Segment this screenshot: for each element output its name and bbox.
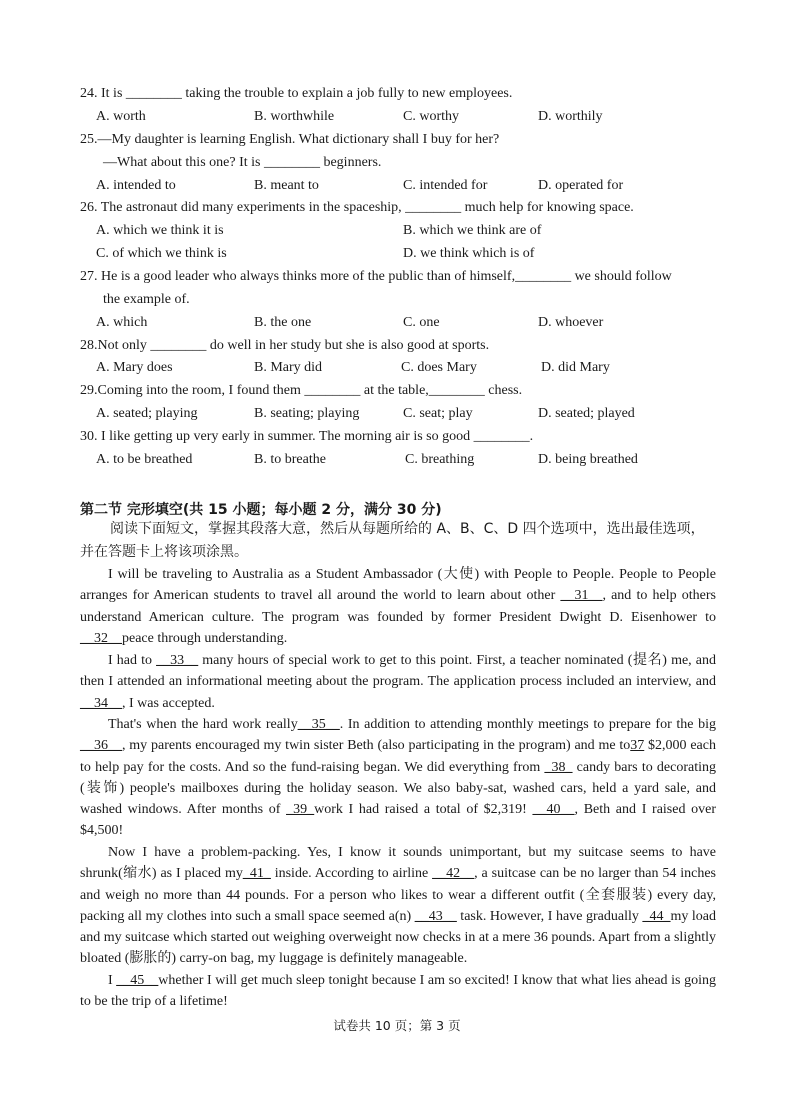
q27-option-d: D. whoever (538, 315, 604, 330)
section-title: 第二节 完形填空(共 15 小题；每小题 2 分，满分 30 分) (80, 502, 442, 518)
q25-option-b: B. meant to (254, 178, 319, 193)
q25-option-c: C. intended for (403, 178, 488, 193)
q30-option-d: D. being breathed (538, 452, 638, 467)
blank-42: __42__ (432, 866, 475, 882)
passage-paragraph-2: I had to __33__ many hours of special work to get to this point. First, a teacher nominated (提名) me, and then I attended an informational meeting about the program. The application process included an interview, and __34__, I was accepted. (80, 653, 717, 711)
blank-36: __36__ (80, 738, 122, 754)
q25-option-a: A. intended to (96, 178, 176, 193)
blank-35: __35__ (297, 717, 340, 732)
q29-option-a: A. seated; playing (96, 406, 198, 421)
q27-option-c: C. one (403, 315, 440, 330)
q24-option-d: D. worthily (538, 109, 603, 124)
blank-37: 37 (630, 738, 645, 754)
blank-31: __31__ (560, 588, 603, 604)
question-30: 30. I like getting up very early in summer. The morning air is so good ________. (80, 429, 534, 444)
q26-option-b: B. which we think are of (403, 223, 542, 238)
question-29: 29.Coming into the room, I found them ________ at the table,________ chess. (80, 383, 523, 398)
question-25: 25.—My daughter is learning English. What dictionary shall I buy for her? (80, 132, 500, 147)
q30-option-c: C. breathing (405, 452, 475, 467)
question-26: 26. The astronaut did many experiments in the spaceship, ________ much help for knowing space. (80, 200, 634, 215)
question-25-line2: —What about this one? It is ________ beginners. (103, 155, 382, 170)
q28-option-c: C. does Mary (401, 360, 477, 375)
q27-option-b: B. the one (254, 315, 312, 330)
passage-paragraph-1: I will be traveling to Australia as a Student Ambassador (大使) with People to People. People to People arranges for American students to travel all around the world to learn about other __31__, and to help others understand American culture. The program was founded by former President Dwight D. Eisenhower to __32__peace through understanding. (80, 567, 717, 646)
blank-40: __40__ (532, 802, 575, 818)
q26-option-c: C. of which we think is (96, 246, 227, 261)
q29-option-b: B. seating; playing (254, 406, 360, 421)
question-24: 24. It is ________ taking the trouble to explain a job fully to new employees. (80, 86, 513, 101)
q29-option-d: D. seated; played (538, 406, 635, 421)
blank-32: __32__ (80, 630, 122, 646)
q24-option-b: B. worthwhile (254, 109, 335, 124)
q27-option-a: A. which (96, 315, 148, 330)
q30-option-a: A. to be breathed (96, 452, 193, 467)
q26-option-d: D. we think which is of (403, 246, 535, 261)
blank-45: __45__ (116, 973, 159, 988)
q25-option-d: D. operated for (538, 178, 624, 193)
section-instruction: 阅读下面短文，掌握其段落大意，然后从每题所给的 A、B、C、D 四个选项中，选出最佳选项，并在答题卡上将该项涂黑。 (80, 521, 705, 560)
q28-option-d: D. did Mary (541, 360, 610, 375)
q28-option-b: B. Mary did (254, 360, 323, 375)
blank-33: __33__ (156, 653, 199, 668)
passage-paragraph-5: I __45__whether I will get much sleep tonight because I am so excited! I know that what lies ahead is going to be the trip of a lifetime! (80, 973, 716, 1010)
q24-option-c: C. worthy (403, 109, 459, 124)
q28-option-a: A. Mary does (96, 360, 173, 375)
q26-option-a: A. which we think it is (96, 223, 224, 238)
blank-43: __43__ (414, 908, 457, 924)
q30-option-b: B. to breathe (254, 452, 326, 467)
blank-38: _38_ (544, 759, 573, 775)
blank-34: __34__ (80, 695, 122, 711)
blank-39: _39_ (286, 802, 315, 818)
page-footer: 试卷共 10 页；第 3 页 (333, 1018, 461, 1033)
question-28: 28.Not only ________ do well in her study but she is also good at sports. (80, 338, 490, 353)
q29-option-c: C. seat; play (403, 406, 473, 421)
question-27-line2: the example of. (103, 292, 190, 307)
blank-44: _44_ (642, 908, 671, 924)
q24-option-a: A. worth (96, 109, 146, 124)
passage-paragraph-4: Now I have a problem-packing. Yes, I know it sounds unimportant, but my suitcase seems to have shrunk(缩水) as I placed my_41_ inside. According to airline __42__, a suitcase can be no larger than 54 inches and weigh no more than 44 pounds. For a person who likes to wear a different outfit (全套服装) every day, packing all my clothes into such a small space seemed a(n) __43__ task. However, I have gradually _44_my load and my suitcase which started out weighing overweight now checks in at a mere 36 pounds. Apart from a slightly bloated (膨胀的) carry-on bag, my luggage is definitely manageable. (80, 845, 717, 967)
blank-41: _41_ (242, 866, 271, 882)
question-27: 27. He is a good leader who always thinks more of the public than of himself,________ we should follow (80, 269, 672, 284)
passage-paragraph-3: That's when the hard work really__35__. In addition to attending monthly meetings to prepare for the big __36__, my parents encouraged my twin sister Beth (also participating in the program) and me to37 $2,000 each to help pay for the costs. And so the fund-raising began. We did everything from _38_ candy bars to decorating (装饰) people's mailboxes during the holiday season. We also baby-sat, washed cars, held a yard sale, and washed windows. After months of _39_work I had raised a total of $2,319! __40__, Beth and I raised over $4,500! (80, 717, 717, 839)
